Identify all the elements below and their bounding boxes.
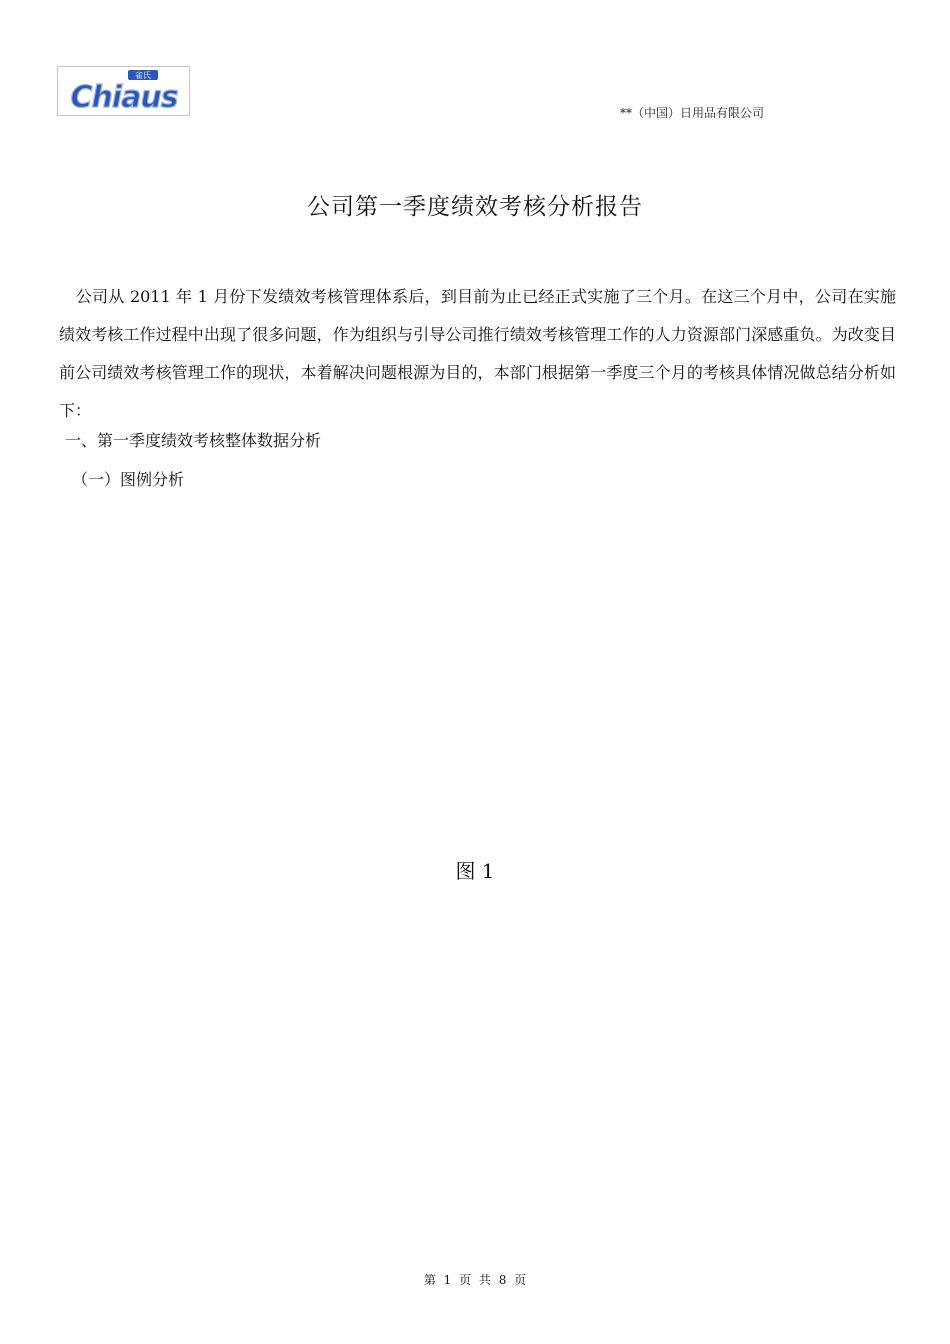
page-indicator: 第 1 页 共 8 页 (423, 1273, 527, 1287)
document-title: 公司第一季度绩效考核分析报告 (307, 194, 643, 220)
subsection-heading: （一）图例分析 (72, 470, 185, 489)
intro-paragraph: 公司从 2011 年 1 月份下发绩效考核管理体系后，到目前为止已经正式实施了三个月。在这三个月中，公司在实施绩效考核工作过程中出现了很多问题，作为组织与引导公司推行绩效考核管理工作的人力资源部门深感重负。为改变目前公司绩效考核管理工作的现状，本着解决问题根源为目的，本部门根据第一季度三个月的考核具体情况做总结分析如下： (59, 287, 896, 420)
logo-subtext: 雀氏 (135, 71, 151, 80)
company-logo (57, 66, 190, 116)
figure-placeholder (60, 510, 890, 840)
company-name: **（中国）日用品有限公司 (620, 106, 765, 120)
section-heading: 一、第一季度绩效考核整体数据分析 (65, 431, 322, 450)
logo-wordmark: Chiaus (70, 80, 178, 115)
figure-caption: 图 1 (455, 859, 495, 883)
chiaus-logo-graphic (58, 67, 189, 115)
intro-paragraph-block (59, 278, 896, 430)
